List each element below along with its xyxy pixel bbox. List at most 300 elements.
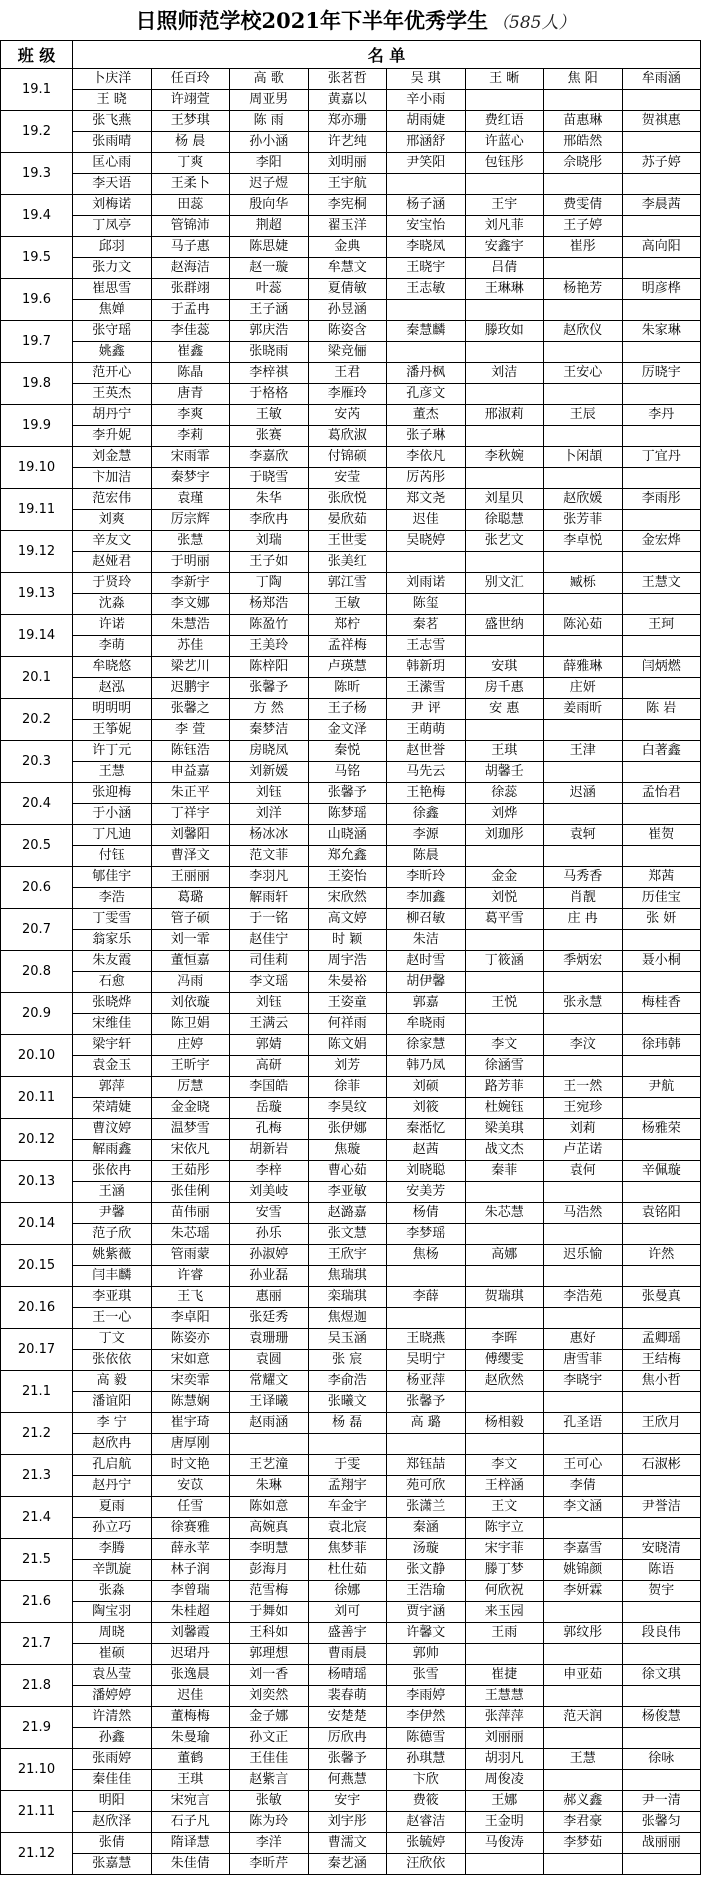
student-name-cell: 宋宇菲 [465,1539,544,1560]
empty-cell [544,1182,623,1203]
student-name-cell: 李新宇 [151,573,230,594]
student-name-cell: 陈 雨 [230,111,309,132]
student-name-cell: 胡羽凡 [465,1749,544,1770]
empty-cell [622,1014,701,1035]
table-row [1,1119,701,1140]
empty-cell [465,636,544,657]
student-name-cell: 郑亦珊 [308,111,387,132]
student-name-cell: 潘婷婷 [73,1686,152,1707]
student-name-cell: 杜婉钰 [465,1098,544,1119]
student-name-cell: 付锦硕 [308,447,387,468]
class-cell: 21.12 [1,1833,73,1875]
student-name-cell: 许馨文 [387,1623,466,1644]
student-name-cell: 晏欣茹 [308,510,387,531]
student-name-cell: 刘奕然 [230,1686,309,1707]
student-name-cell: 卢瑛慧 [308,657,387,678]
student-name-cell: 刘馨阳 [151,825,230,846]
student-name-cell: 卞欣 [387,1770,466,1791]
student-name-cell: 丁陶 [230,573,309,594]
student-name-cell: 厉欣冉 [308,1728,387,1749]
student-name-cell: 李晓凤 [387,237,466,258]
student-name-cell: 赵潞嘉 [308,1203,387,1224]
student-name-cell: 滕玫如 [465,321,544,342]
student-name-cell: 于格格 [230,384,309,405]
student-name-cell: 张潇兰 [387,1497,466,1518]
student-name-cell: 李倩 [544,1476,623,1497]
table-row [1,951,701,972]
student-name-cell: 周俊凌 [465,1770,544,1791]
empty-cell [622,300,701,321]
empty-cell [544,90,623,111]
student-name-cell: 马先云 [387,762,466,783]
student-name-cell: 刘爽 [73,510,152,531]
page-title: 日照师范学校2021年下半年优秀学生 [135,8,488,33]
student-name-cell: 尹笑阳 [387,153,466,174]
student-name-cell: 王世雯 [308,531,387,552]
student-name-cell: 王茹彤 [151,1161,230,1182]
student-name-cell: 管雨蒙 [151,1245,230,1266]
table-row [1,1392,701,1413]
student-name-cell: 尹 评 [387,699,466,720]
student-name-cell: 范文菲 [230,846,309,867]
table-row [1,573,701,594]
empty-cell [387,174,466,195]
student-name-cell: 杜仕茹 [308,1560,387,1581]
student-name-cell: 明彦桦 [622,279,701,300]
table-row [1,1308,701,1329]
student-name-cell: 尹馨 [73,1203,152,1224]
student-name-cell: 王丽丽 [151,867,230,888]
student-name-cell: 赵欣泽 [73,1812,152,1833]
empty-cell [544,300,623,321]
empty-cell [544,1308,623,1329]
student-name-cell: 姚鑫 [73,342,152,363]
student-name-cell: 崔彤 [544,237,623,258]
student-name-cell: 朱芯瑶 [151,1224,230,1245]
student-name-cell: 王梦琪 [151,111,230,132]
student-name-cell: 辛凯旋 [73,1560,152,1581]
student-name-cell: 安苡 [151,1476,230,1497]
class-cell: 19.3 [1,153,73,195]
student-name-cell: 焦梦菲 [308,1539,387,1560]
table-row [1,1728,701,1749]
empty-cell [465,1308,544,1329]
student-name-cell: 袁何 [544,1161,623,1182]
empty-cell [544,930,623,951]
student-name-cell: 曹濡文 [308,1833,387,1854]
student-name-cell: 荆超 [230,216,309,237]
student-name-cell: 翁家乐 [73,930,152,951]
student-name-cell: 庄婷 [151,1035,230,1056]
student-name-cell: 刘馨霞 [151,1623,230,1644]
student-name-cell: 袁金玉 [73,1056,152,1077]
empty-cell [622,342,701,363]
student-name-cell: 徐家慧 [387,1035,466,1056]
student-name-cell: 陈为玲 [230,1812,309,1833]
student-name-cell: 曹汶婷 [73,1119,152,1140]
empty-cell [622,1098,701,1119]
class-cell: 21.10 [1,1749,73,1791]
student-name-cell: 厉宗辉 [151,510,230,531]
empty-cell [622,1686,701,1707]
student-name-cell: 邢涵舒 [387,132,466,153]
student-name-cell: 杨晴瑶 [308,1665,387,1686]
empty-cell [465,468,544,489]
table-row [1,1413,701,1434]
student-name-cell: 王可心 [544,1455,623,1476]
table-row [1,321,701,342]
student-name-cell: 朱桂超 [151,1602,230,1623]
student-name-cell: 孟卿瑶 [622,1329,701,1350]
student-name-cell: 迟子煜 [230,174,309,195]
empty-cell [544,804,623,825]
table-row [1,1056,701,1077]
student-name-cell: 范子欣 [73,1224,152,1245]
empty-cell [622,678,701,699]
student-name-cell: 石淑彬 [622,1455,701,1476]
student-name-cell: 王潆雪 [387,678,466,699]
empty-cell [465,1224,544,1245]
student-name-cell: 胡丹宁 [73,405,152,426]
student-name-cell: 任雪 [151,1497,230,1518]
student-name-cell: 孙立巧 [73,1518,152,1539]
student-name-cell: 李源 [387,825,466,846]
student-name-cell: 刘可 [308,1602,387,1623]
student-name-cell: 金金晓 [151,1098,230,1119]
student-name-cell: 王娜 [465,1791,544,1812]
student-name-cell: 路芳菲 [465,1077,544,1098]
table-row [1,993,701,1014]
table-row [1,1791,701,1812]
student-name-cell: 孙淑婷 [230,1245,309,1266]
student-name-cell: 赵茜 [387,1140,466,1161]
student-name-cell: 胡馨壬 [465,762,544,783]
table-row [1,783,701,804]
student-name-cell: 金子娜 [230,1707,309,1728]
student-name-cell: 裴春萌 [308,1686,387,1707]
table-row [1,1077,701,1098]
student-name-cell: 王译曦 [230,1392,309,1413]
student-name-cell: 崔贺 [622,825,701,846]
student-name-cell: 朱正平 [151,783,230,804]
student-name-cell: 董恒嘉 [151,951,230,972]
student-name-cell: 宋维佳 [73,1014,152,1035]
student-name-cell: 王科如 [230,1623,309,1644]
student-name-cell: 李丹 [622,405,701,426]
class-cell: 20.13 [1,1161,73,1203]
empty-cell [465,1854,544,1875]
student-name-cell: 李 宁 [73,1413,152,1434]
student-name-cell: 郭萍 [73,1077,152,1098]
student-name-cell: 王柔卜 [151,174,230,195]
student-name-cell: 朱慧浩 [151,615,230,636]
table-row [1,447,701,468]
student-name-cell: 惠丽 [230,1287,309,1308]
student-name-cell: 苗惠琳 [544,111,623,132]
student-name-cell: 秦梦宇 [151,468,230,489]
student-name-cell: 张群翊 [151,279,230,300]
empty-cell [465,552,544,573]
empty-cell [465,720,544,741]
student-name-cell: 安晓清 [622,1539,701,1560]
class-cell: 21.8 [1,1665,73,1707]
empty-cell [465,384,544,405]
student-name-cell: 刘依璇 [151,993,230,1014]
student-name-cell: 石愈 [73,972,152,993]
student-name-cell: 李莉 [151,426,230,447]
student-name-cell: 郑茜 [622,867,701,888]
student-name-cell: 潘丹枫 [387,363,466,384]
student-name-cell: 杨相毅 [465,1413,544,1434]
student-name-cell: 王安心 [544,363,623,384]
student-name-cell: 汪欣依 [387,1854,466,1875]
student-name-cell: 崔硕 [73,1644,152,1665]
student-name-cell: 滕丁梦 [465,1560,544,1581]
student-name-cell: 刘烨 [465,804,544,825]
empty-cell [465,930,544,951]
student-name-cell: 高向阳 [622,237,701,258]
student-name-cell: 崔鑫 [151,342,230,363]
student-name-cell: 姚锦颜 [544,1560,623,1581]
class-cell: 19.4 [1,195,73,237]
student-name-cell: 李昕玲 [387,867,466,888]
student-name-cell: 焦煜迦 [308,1308,387,1329]
student-name-cell: 郭庆浩 [230,321,309,342]
student-name-cell: 崔思雪 [73,279,152,300]
student-name-cell: 刘美岐 [230,1182,309,1203]
student-name-cell: 陈姿含 [308,321,387,342]
student-name-cell: 王满云 [230,1014,309,1035]
empty-cell [622,1224,701,1245]
student-name-cell: 张嘉慧 [73,1854,152,1875]
student-name-cell: 何祥雨 [308,1014,387,1035]
student-name-cell: 曹泽文 [151,846,230,867]
student-name-cell: 刘凡菲 [465,216,544,237]
student-name-cell: 石子凡 [151,1812,230,1833]
title-bar [0,0,701,40]
student-name-cell: 丁凤亭 [73,216,152,237]
student-name-cell: 张晓雨 [230,342,309,363]
student-name-cell: 刘宇彤 [308,1812,387,1833]
empty-cell [622,762,701,783]
student-name-cell: 杨子涵 [387,195,466,216]
student-name-cell: 时 颖 [308,930,387,951]
student-name-cell: 申益嘉 [151,762,230,783]
table-row [1,1014,701,1035]
table-row [1,258,701,279]
student-name-cell: 唐厚刚 [151,1434,230,1455]
student-name-cell: 于明丽 [151,552,230,573]
student-name-cell: 王宇 [465,195,544,216]
student-name-cell: 姜雨昕 [544,699,623,720]
student-name-cell: 王琪 [151,1770,230,1791]
student-name-cell: 孙业磊 [230,1266,309,1287]
student-name-cell: 迟鹏宇 [151,678,230,699]
student-name-cell: 张芳菲 [544,510,623,531]
student-name-cell: 安 惠 [465,699,544,720]
student-name-cell: 邢皓然 [544,132,623,153]
student-name-cell: 赵娅君 [73,552,152,573]
student-name-cell: 薛永苹 [151,1539,230,1560]
student-name-cell: 苗伟丽 [151,1203,230,1224]
class-cell: 19.2 [1,111,73,153]
student-name-cell: 胡雨婕 [387,111,466,132]
student-name-cell: 李浩 [73,888,152,909]
student-name-cell: 刘星贝 [465,489,544,510]
student-name-cell: 袁瑾 [151,489,230,510]
student-name-cell: 李曾瑞 [151,1581,230,1602]
student-name-cell: 杨雅荣 [622,1119,701,1140]
table-row [1,174,701,195]
student-name-cell: 陈如意 [230,1497,309,1518]
table-row [1,489,701,510]
table-row [1,699,701,720]
class-cell: 20.6 [1,867,73,909]
student-name-cell: 王辰 [544,405,623,426]
table-row [1,132,701,153]
student-name-cell: 许丁元 [73,741,152,762]
student-name-cell: 梁艺川 [151,657,230,678]
student-name-cell: 刘雨诺 [387,573,466,594]
student-name-cell: 李升妮 [73,426,152,447]
student-name-cell: 李汶 [544,1035,623,1056]
student-name-cell: 张欣悦 [308,489,387,510]
student-name-cell: 张馨予 [230,678,309,699]
student-name-cell: 梁宇轩 [73,1035,152,1056]
student-name-cell: 韩新玥 [387,657,466,678]
student-name-cell: 孙文正 [230,1728,309,1749]
empty-cell [544,1014,623,1035]
student-name-cell: 张逸晨 [151,1665,230,1686]
student-name-cell: 刘瑞 [230,531,309,552]
student-name-cell: 李嘉雪 [544,1539,623,1560]
student-name-cell: 秦菲 [465,1161,544,1182]
empty-cell [544,1056,623,1077]
student-name-cell: 宋欣然 [308,888,387,909]
empty-cell [622,426,701,447]
student-name-cell: 崔宇琦 [151,1413,230,1434]
student-name-cell: 王晓燕 [387,1329,466,1350]
table-row [1,1812,701,1833]
empty-cell [622,510,701,531]
student-name-cell: 王珂 [622,615,701,636]
student-name-cell: 王子杨 [308,699,387,720]
empty-cell [544,972,623,993]
student-count: （585人） [492,12,576,33]
empty-cell [544,384,623,405]
table-row [1,1770,701,1791]
student-name-cell: 徐赛雅 [151,1518,230,1539]
student-name-cell: 盛世纳 [465,615,544,636]
student-name-cell: 牟雨涵 [622,69,701,90]
empty-cell [622,1602,701,1623]
student-name-cell: 冯雨 [151,972,230,993]
empty-cell [465,1014,544,1035]
student-name-cell: 尹一清 [622,1791,701,1812]
class-cell: 20.16 [1,1287,73,1329]
table-row [1,636,701,657]
student-name-cell: 丁凡迪 [73,825,152,846]
student-name-cell: 范雪梅 [230,1581,309,1602]
student-name-cell: 季炳宏 [544,951,623,972]
student-name-cell: 迟珺丹 [151,1644,230,1665]
table-row [1,1707,701,1728]
student-name-cell: 战丽丽 [622,1833,701,1854]
student-name-cell: 刘一香 [230,1665,309,1686]
student-name-cell: 刘芳 [308,1056,387,1077]
student-name-cell: 张曼真 [622,1287,701,1308]
student-name-cell: 范天润 [544,1707,623,1728]
student-name-cell: 明明明 [73,699,152,720]
class-cell: 20.15 [1,1245,73,1287]
empty-cell [622,1476,701,1497]
student-name-cell: 申亚茹 [544,1665,623,1686]
student-name-cell: 刘丽丽 [465,1728,544,1749]
student-name-cell: 朱晏裕 [308,972,387,993]
class-cell: 19.7 [1,321,73,363]
student-name-cell: 朱曼瑜 [151,1728,230,1749]
student-name-cell: 李君豪 [544,1812,623,1833]
student-name-cell: 张佳俐 [151,1182,230,1203]
empty-cell [544,258,623,279]
table-row [1,1161,701,1182]
student-name-cell: 王欣月 [622,1413,701,1434]
student-name-cell: 张艺文 [465,531,544,552]
class-column-header: 班 级 [1,41,73,69]
student-name-cell: 李梦茹 [544,1833,623,1854]
class-cell: 21.2 [1,1413,73,1455]
table-row [1,510,701,531]
table-row [1,69,701,90]
table-row [1,1497,701,1518]
student-name-cell: 费红语 [465,111,544,132]
student-name-cell: 陈晨 [387,846,466,867]
class-cell: 19.11 [1,489,73,531]
empty-cell [622,1728,701,1749]
student-name-cell: 苏佳 [151,636,230,657]
student-name-cell: 陈姿亦 [151,1329,230,1350]
student-name-cell: 高文婷 [308,909,387,930]
student-name-cell: 张馨予 [308,1749,387,1770]
empty-cell [544,1770,623,1791]
student-name-cell: 许清然 [73,1707,152,1728]
table-row [1,1644,701,1665]
empty-cell [622,258,701,279]
student-name-cell: 焦小哲 [622,1371,701,1392]
student-name-cell: 金文泽 [308,720,387,741]
student-name-cell: 赵欣仪 [544,321,623,342]
student-name-cell: 孙昱涵 [308,300,387,321]
student-name-cell: 张永慧 [544,993,623,1014]
student-name-cell: 于舞如 [230,1602,309,1623]
student-name-cell: 丁文 [73,1329,152,1350]
empty-cell [544,636,623,657]
student-name-cell: 管锦沛 [151,216,230,237]
student-name-cell: 孙琪慧 [387,1749,466,1770]
table-row [1,195,701,216]
student-name-cell: 迟涵 [544,783,623,804]
student-name-cell: 梅桂香 [622,993,701,1014]
student-name-cell: 秦涵 [387,1518,466,1539]
student-name-cell: 杨郑浩 [230,594,309,615]
student-name-cell: 梁竞俪 [308,342,387,363]
student-name-cell: 朱佳倩 [151,1854,230,1875]
student-name-cell: 杨 晨 [151,132,230,153]
student-name-cell: 王萌萌 [387,720,466,741]
empty-cell [544,762,623,783]
student-name-cell: 王志雪 [387,636,466,657]
student-name-cell: 张晓烨 [73,993,152,1014]
